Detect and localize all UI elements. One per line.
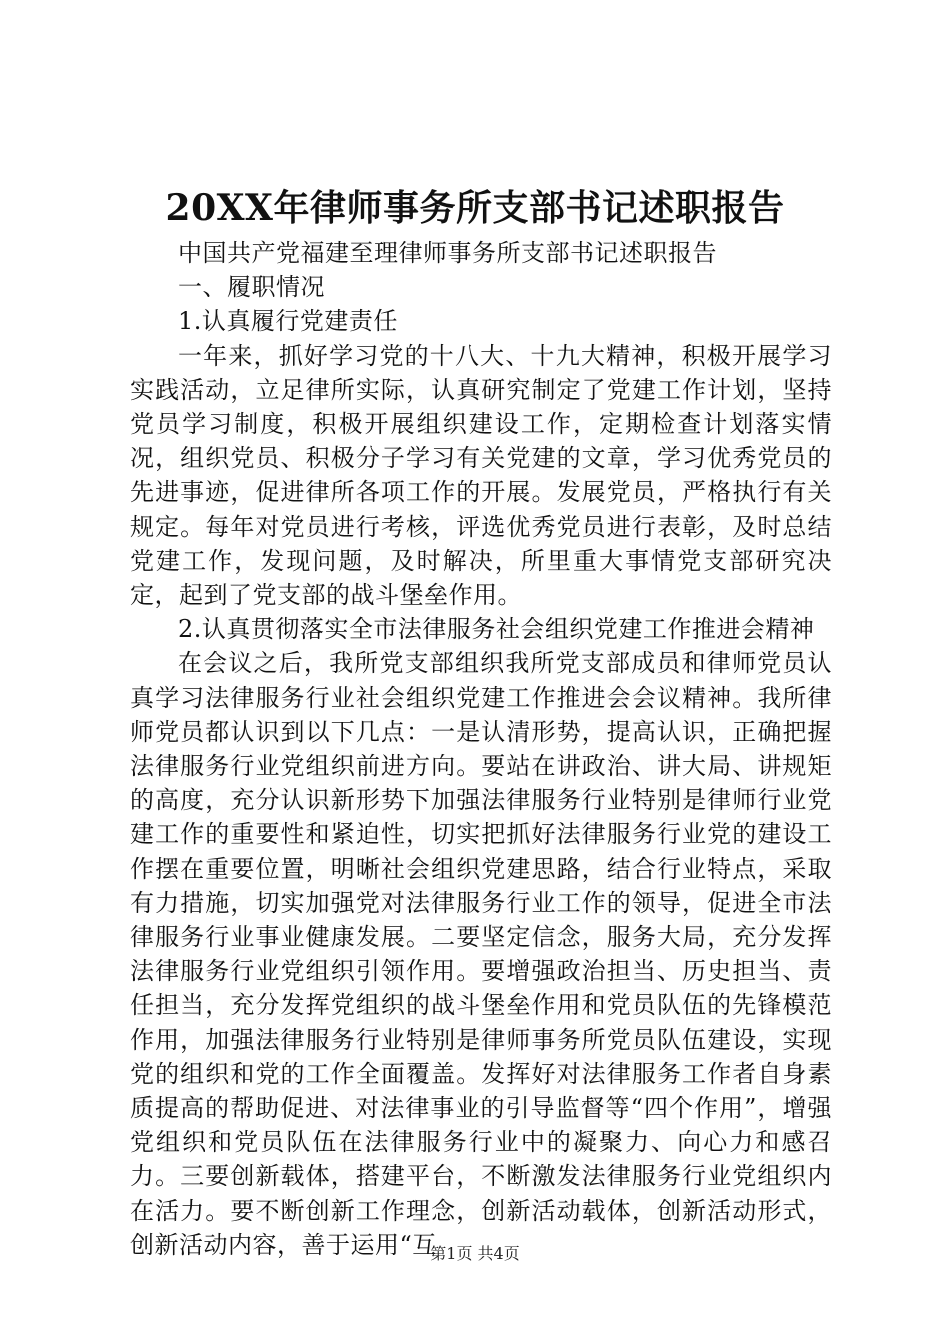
paragraph-subtitle: 中国共产党福建至理律师事务所支部书记述职报告: [178, 239, 717, 267]
document-title: 20XX年律师事务所支部书记述职报告: [165, 187, 785, 229]
paragraph-item-2-heading: 2.认真贯彻落实全市法律服务社会组织党建工作推进会精神: [178, 615, 815, 644]
paragraph-item-2-body: 在会议之后，我所党支部组织我所党支部成员和律师党员认真学习法律服务行业社会组织党建工作推进会会议精神。我所律师党员都认识到以下几点：一是认清形势，提高认识，正确把握法律服务行业党组织前进方向。要站在讲政治、讲大局、讲规矩的高度，充分认识新形势下加强法律服务行业特别是律师行业党建工作的重要性和紧迫性，切实把抓好法律服务行业党的建设工作摆在重要位置，明晰社会组织党建思路，结合行业特点，采取有力措施，切实加强党对法律服务行业工作的领导，促进全市法律服务行业事业健康发展。二要坚定信念，服务大局，充分发挥法律服务行业党组织引领作用。要增强政治担当、历史担当、责任担当，充分发挥党组织的战斗堡垒作用和党员队伍的先锋模范作用，加强法律服务行业特别是律师事务所党员队伍建设，实现党的组织和党的工作全面覆盖。发挥好对法律服务工作者自身素质提高的帮助促进、对法律事业的引导监督等“四个作用”，增强党组织和党员队伍在法律服务行业中的凝聚力、向心力和感召力。三要创新载体，搭建平台，不断激发法律服务行业党组织内在活力。要不断创新工作理念，创新活动载体，创新活动形式，创新活动内容，善于运用“互: [130, 649, 832, 1259]
page-number-footer: 第1页 共4页: [430, 1244, 520, 1263]
paragraph-section-heading: 一、履职情况: [178, 273, 325, 302]
document-body: [130, 236, 832, 1262]
paragraph-item-1-heading: 1.认真履行党建责任: [178, 307, 398, 336]
paragraph-item-1-body: 一年来，抓好学习党的十八大、十九大精神，积极开展学习实践活动，立足律所实际，认真研究制定了党建工作计划，坚持党员学习制度，积极开展组织建设工作，定期检查计划落实情况，组织党员、积极分子学习有关党建的文章，学习优秀党员的先进事迹，促进律所各项工作的开展。发展党员，严格执行有关规定。每年对党员进行考核，评选优秀党员进行表彰，及时总结党建工作，发现问题，及时解决，所里重大事情党支部研究决定，起到了党支部的战斗堡垒作用。: [130, 341, 832, 610]
